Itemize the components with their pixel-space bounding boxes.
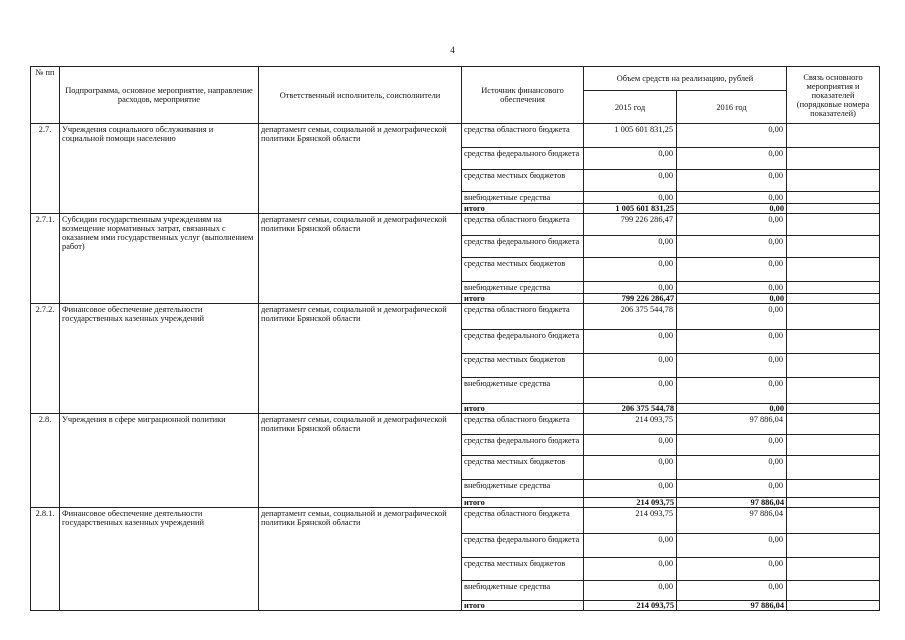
amount-2016: 0,00 [677, 534, 787, 558]
measure-name: Субсидии государственным учреждениям на возмещение нормативных затрат, связанных с оказанием ими государственных услуг (выполнением работ) [60, 214, 259, 304]
amount-2016: 0,00 [677, 204, 787, 214]
amount-2016: 97 886,04 [677, 414, 787, 435]
funding-source: внебюджетные средства [462, 480, 584, 498]
funding-source: средства местных бюджетов [462, 558, 584, 581]
table-row [31, 124, 880, 148]
amount-2016: 0,00 [677, 581, 787, 601]
total-label: итого [462, 498, 584, 508]
amount-2015: 0,00 [584, 378, 677, 404]
indicator-link [787, 414, 880, 435]
indicator-link [787, 558, 880, 581]
header-num: № пп [31, 67, 60, 124]
total-label: итого [462, 294, 584, 304]
indicator-link [787, 330, 880, 354]
amount-2016: 0,00 [677, 480, 787, 498]
amount-2015: 0,00 [584, 330, 677, 354]
amount-2016: 0,00 [677, 282, 787, 294]
table-row [31, 214, 880, 236]
amount-2016: 0,00 [677, 378, 787, 404]
amount-2016: 0,00 [677, 404, 787, 414]
row-number: 2.8. [31, 414, 60, 508]
amount-2015: 0,00 [584, 581, 677, 601]
amount-2015: 214 093,75 [584, 414, 677, 435]
amount-2015: 0,00 [584, 170, 677, 192]
indicator-link [787, 581, 880, 601]
indicator-link [787, 601, 880, 611]
page-number: 4 [450, 45, 455, 55]
indicator-link [787, 480, 880, 498]
measure-name: Финансовое обеспечение деятельности государственных казенных учреждений [60, 508, 259, 611]
total-label: итого [462, 404, 584, 414]
header-volume: Объем средств на реализацию, рублей [584, 67, 787, 91]
amount-2016: 0,00 [677, 558, 787, 581]
indicator-link [787, 534, 880, 558]
funding-source: средства областного бюджета [462, 124, 584, 148]
funding-source: средства областного бюджета [462, 414, 584, 435]
amount-2015: 0,00 [584, 148, 677, 170]
amount-2015: 214 093,75 [584, 498, 677, 508]
funding-source: внебюджетные средства [462, 378, 584, 404]
amount-2016: 97 886,04 [677, 498, 787, 508]
indicator-link [787, 282, 880, 294]
funding-source: средства областного бюджета [462, 304, 584, 330]
measure-name: Учреждения социального обслуживания и социальной помощи населению [60, 124, 259, 214]
funding-source: средства федерального бюджета [462, 330, 584, 354]
funding-source: средства федерального бюджета [462, 148, 584, 170]
amount-2016: 0,00 [677, 456, 787, 480]
indicator-link [787, 508, 880, 534]
amount-2015: 799 226 286,47 [584, 214, 677, 236]
amount-2015: 0,00 [584, 192, 677, 204]
amount-2016: 0,00 [677, 304, 787, 330]
header-link: Связь основного мероприятия и показателей (порядковые номера показателей) [787, 67, 880, 124]
amount-2016: 0,00 [677, 354, 787, 378]
amount-2015: 0,00 [584, 534, 677, 558]
amount-2016: 0,00 [677, 214, 787, 236]
amount-2015: 0,00 [584, 435, 677, 456]
indicator-link [787, 148, 880, 170]
indicator-link [787, 304, 880, 330]
indicator-link [787, 456, 880, 480]
amount-2015: 0,00 [584, 236, 677, 258]
amount-2015: 0,00 [584, 480, 677, 498]
amount-2016: 0,00 [677, 294, 787, 304]
funding-source: средства местных бюджетов [462, 170, 584, 192]
budget-table [30, 66, 880, 611]
amount-2016: 0,00 [677, 192, 787, 204]
table-body [31, 124, 880, 611]
amount-2015: 0,00 [584, 354, 677, 378]
amount-2016: 97 886,04 [677, 601, 787, 611]
indicator-link [787, 354, 880, 378]
indicator-link [787, 435, 880, 456]
amount-2015: 799 226 286,47 [584, 294, 677, 304]
table-row [31, 304, 880, 330]
amount-2015: 1 005 601 831,25 [584, 204, 677, 214]
amount-2016: 97 886,04 [677, 508, 787, 534]
amount-2015: 0,00 [584, 456, 677, 480]
amount-2015: 1 005 601 831,25 [584, 124, 677, 148]
table-row [31, 414, 880, 435]
indicator-link [787, 294, 880, 304]
header-year-2016: 2016 год [677, 91, 787, 124]
amount-2016: 0,00 [677, 330, 787, 354]
total-label: итого [462, 601, 584, 611]
indicator-link [787, 192, 880, 204]
amount-2015: 214 093,75 [584, 601, 677, 611]
amount-2015: 206 375 544,78 [584, 304, 677, 330]
funding-source: средства местных бюджетов [462, 456, 584, 480]
funding-source: средства областного бюджета [462, 508, 584, 534]
indicator-link [787, 236, 880, 258]
amount-2015: 214 093,75 [584, 508, 677, 534]
amount-2016: 0,00 [677, 435, 787, 456]
header-program: Подпрограмма, основное мероприятие, направление расходов, мероприятие [60, 67, 259, 124]
row-number: 2.7. [31, 124, 60, 214]
funding-source: внебюджетные средства [462, 581, 584, 601]
row-number: 2.7.2. [31, 304, 60, 414]
indicator-link [787, 214, 880, 236]
amount-2016: 0,00 [677, 170, 787, 192]
amount-2015: 0,00 [584, 258, 677, 282]
executor: департамент семьи, социальной и демографической политики Брянской области [259, 304, 462, 414]
measure-name: Финансовое обеспечение деятельности государственных казенных учреждений [60, 304, 259, 414]
header-year-2015: 2015 год [584, 91, 677, 124]
amount-2016: 0,00 [677, 148, 787, 170]
header-source: Источник финансового обеспечения [462, 67, 584, 124]
indicator-link [787, 204, 880, 214]
funding-source: средства федерального бюджета [462, 435, 584, 456]
row-number: 2.7.1. [31, 214, 60, 304]
table-header [31, 67, 880, 124]
indicator-link [787, 170, 880, 192]
funding-source: внебюджетные средства [462, 192, 584, 204]
header-executor: Ответственный исполнитель, соисполнители [259, 67, 462, 124]
funding-source: средства областного бюджета [462, 214, 584, 236]
table-row [31, 508, 880, 534]
indicator-link [787, 378, 880, 404]
executor: департамент семьи, социальной и демографической политики Брянской области [259, 508, 462, 611]
executor: департамент семьи, социальной и демографической политики Брянской области [259, 414, 462, 508]
total-label: итого [462, 204, 584, 214]
measure-name: Учреждения в сфере миграционной политики [60, 414, 259, 508]
amount-2016: 0,00 [677, 124, 787, 148]
funding-source: средства местных бюджетов [462, 258, 584, 282]
funding-source: внебюджетные средства [462, 282, 584, 294]
executor: департамент семьи, социальной и демографической политики Брянской области [259, 124, 462, 214]
funding-source: средства местных бюджетов [462, 354, 584, 378]
row-number: 2.8.1. [31, 508, 60, 611]
indicator-link [787, 258, 880, 282]
amount-2015: 0,00 [584, 282, 677, 294]
amount-2016: 0,00 [677, 258, 787, 282]
indicator-link [787, 498, 880, 508]
funding-source: средства федерального бюджета [462, 236, 584, 258]
amount-2015: 0,00 [584, 558, 677, 581]
amount-2015: 206 375 544,78 [584, 404, 677, 414]
indicator-link [787, 404, 880, 414]
indicator-link [787, 124, 880, 148]
funding-source: средства федерального бюджета [462, 534, 584, 558]
executor: департамент семьи, социальной и демографической политики Брянской области [259, 214, 462, 304]
amount-2016: 0,00 [677, 236, 787, 258]
